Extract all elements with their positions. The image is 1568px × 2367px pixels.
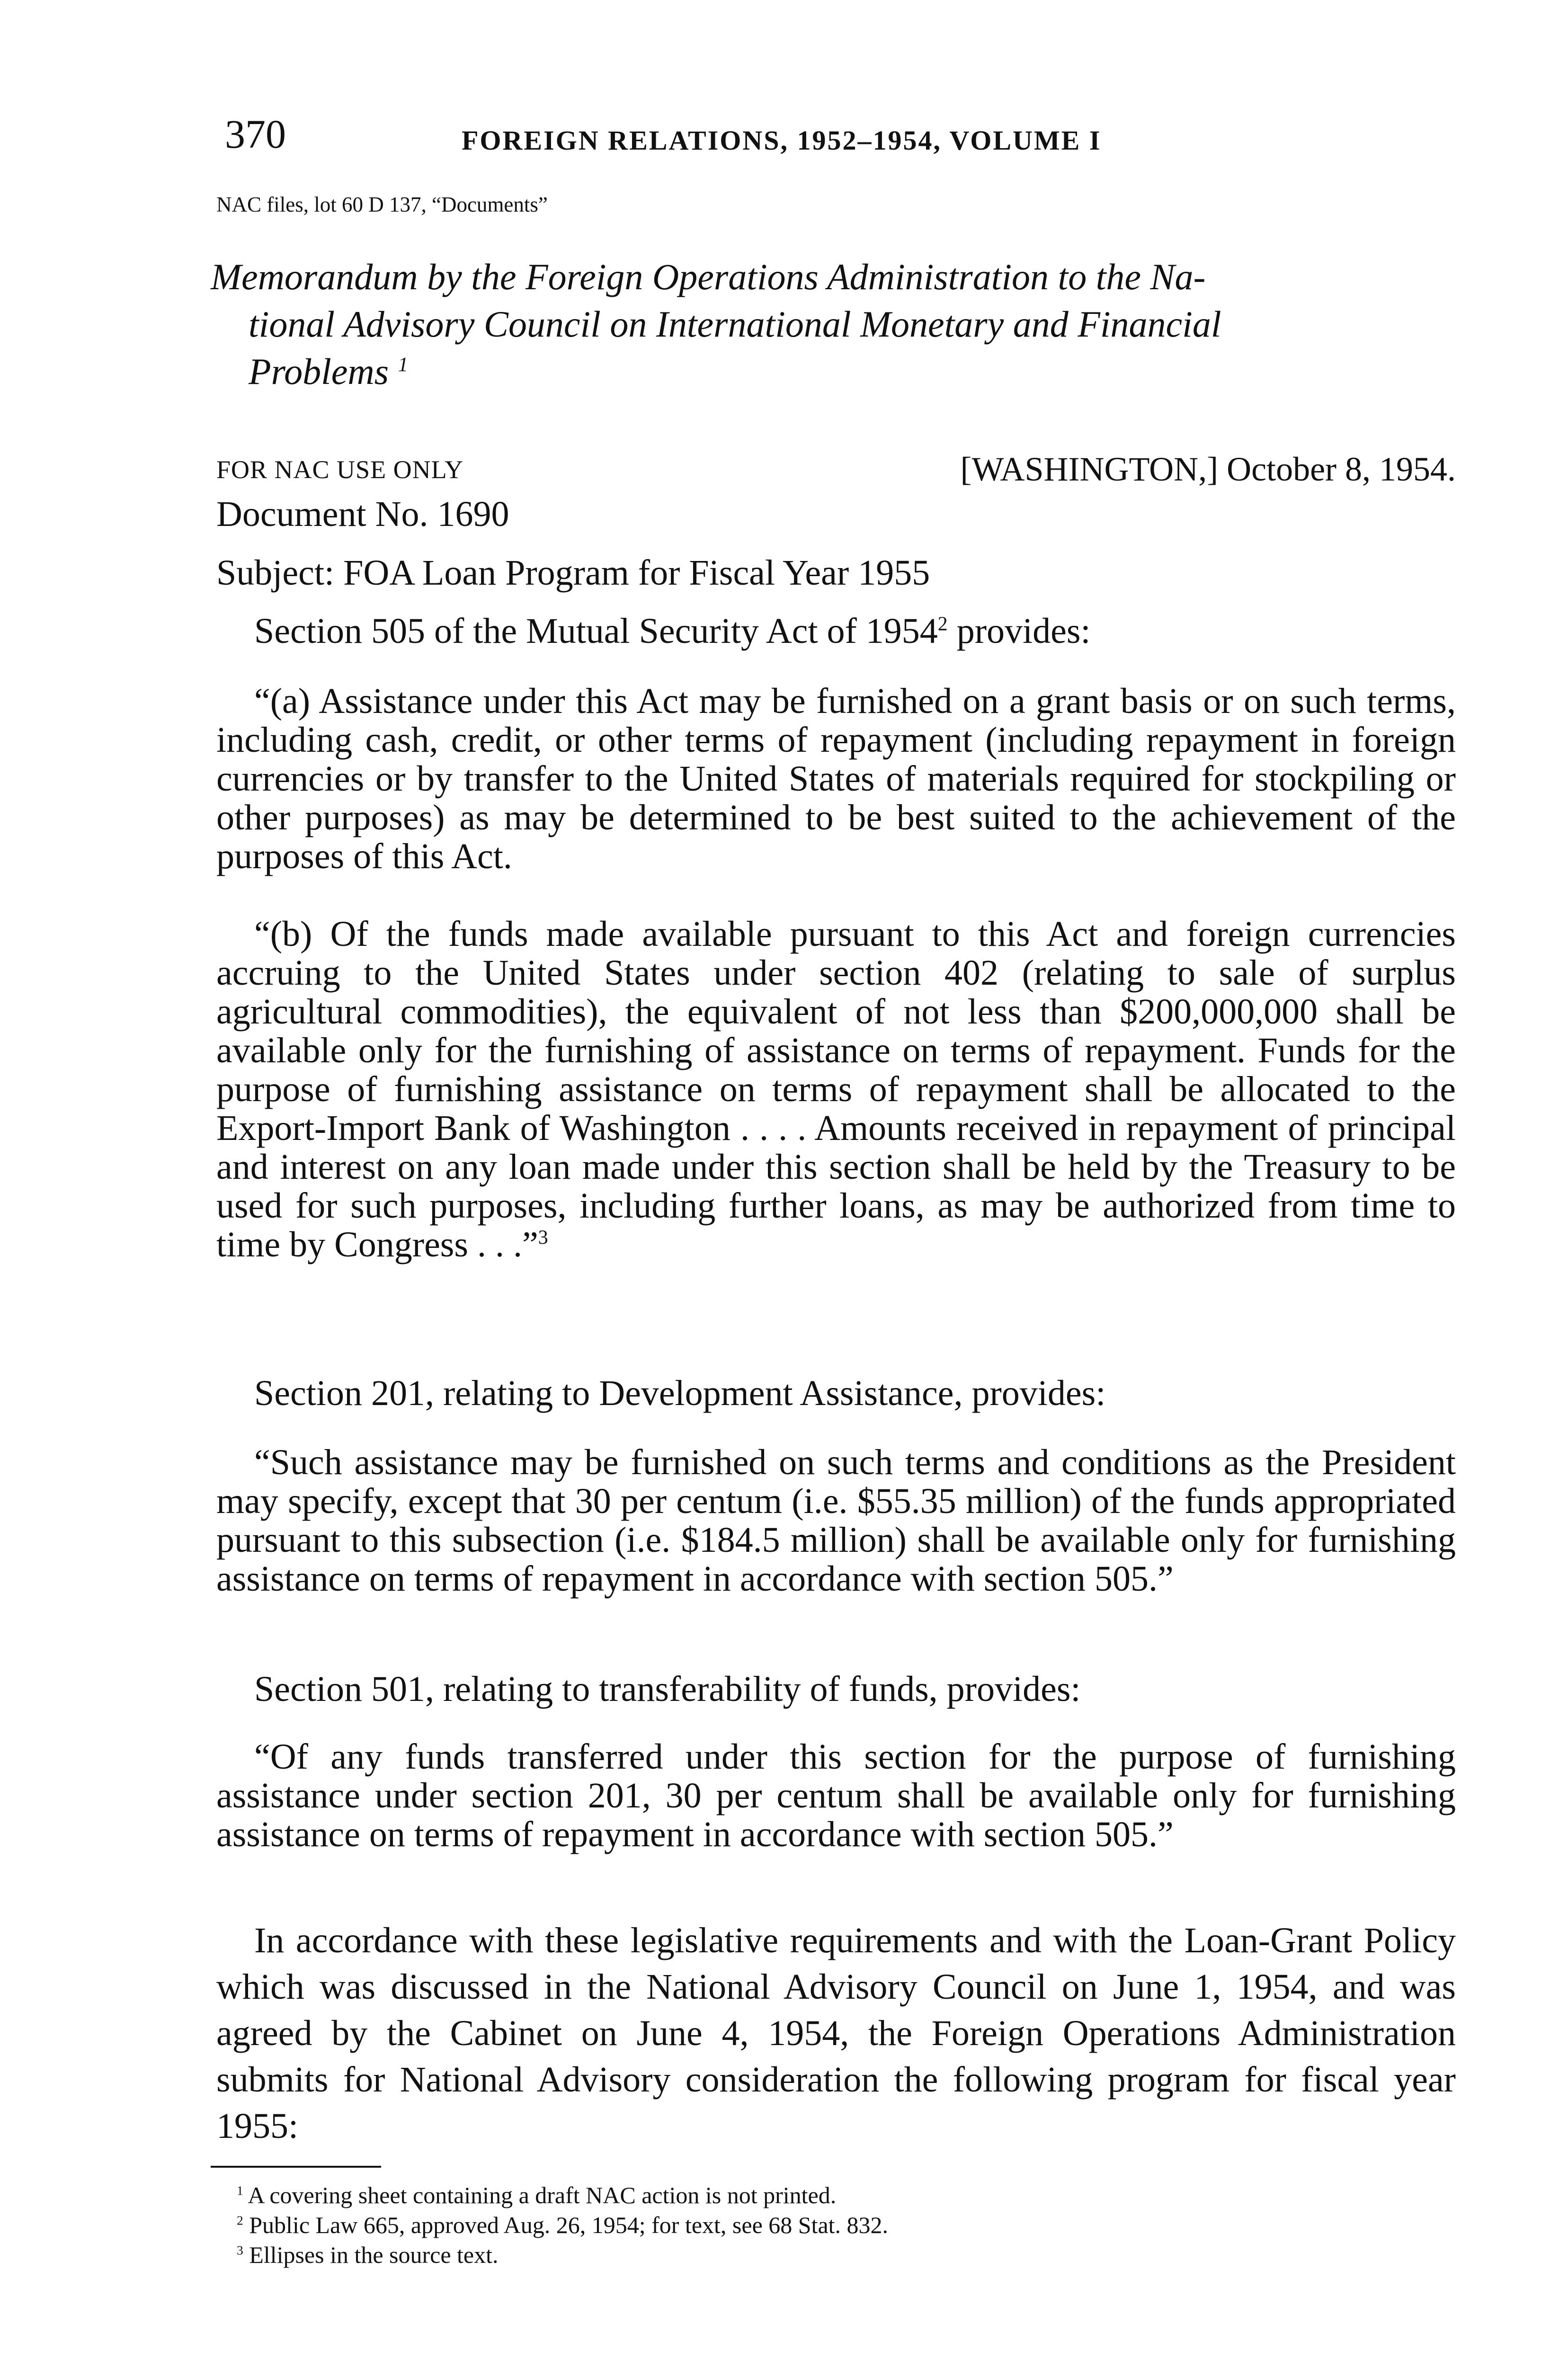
title-line-1: Memorandum by the Foreign Operations Administration to the Na- xyxy=(211,256,1206,297)
page-number: 370 xyxy=(225,111,286,157)
quote-section-505-b xyxy=(216,915,1456,1264)
document-page xyxy=(211,0,1456,2367)
section-505-intro-end: provides: xyxy=(947,611,1091,651)
quote-section-501: “Of any funds transferred under this section for the purpose of furnishing assistance under section 201, 30 per centum shall be available only for furnishing assistance on terms of repayment in accordance with section 505.” xyxy=(216,1737,1456,1854)
title-line-2: tional Advisory Council on International Monetary and Financial xyxy=(249,303,1221,345)
document-number: Document No. 1690 xyxy=(216,494,509,534)
footnote-3-number: 3 xyxy=(237,2242,243,2258)
section-501-intro: Section 501, relating to transferability of funds, provides: xyxy=(254,1669,1081,1709)
title-line-3 xyxy=(211,348,1456,395)
footnote-2-text: Public Law 665, approved Aug. 26, 1954; for text, see 68 Stat. 832. xyxy=(249,2212,889,2238)
section-505-intro-text: Section 505 of the Mutual Security Act of 1954 xyxy=(254,611,938,651)
quote-section-505-b-text: “(b) Of the funds made available pursuant to this Act and foreign currencies accruing to the United States under section 402 (relating to sale of surplus agricultural commodities), the equivalent of not less than $200,000,000 shall be available only for the furnishing of assistance on terms of repayment. Funds for the purpose of furnishing assistance on terms of repayment shall be allocated to the Export-Import Bank of Washington . . . . Amounts received in repayment of principal and interest on any loan made under this section shall be held by the Treasury to be used for such purposes, including further loans, as may be authorized from time to time by Congress . . .” xyxy=(216,914,1456,1264)
footnote-2-number: 2 xyxy=(237,2213,243,2228)
section-505-intro xyxy=(216,613,1456,649)
footnote-divider xyxy=(211,2166,381,2168)
quote-section-505-a: “(a) Assistance under this Act may be furnished on a grant basis or on such terms, including cash, credit, or other terms of repayment (including repayment in foreign currencies or by transfer to the United States of materials required for stockpiling or other purposes) as may be determined to be best suited to the achievement of the purposes of this Act. xyxy=(216,681,1456,876)
closing-paragraph: In accordance with these legislative requirements and with the Loan-Grant Policy which was discussed in the National Advisory Council on June 1, 1954, and was agreed by the Cabinet on June 4, 1954, the Foreign Operations Administration submits for National Advisory consideration the following program for fiscal year 1955: xyxy=(216,1921,1456,2146)
footnote-1-number: 1 xyxy=(237,2183,243,2198)
classification-marking: FOR NAC USE ONLY xyxy=(216,455,464,484)
footnote-1 xyxy=(237,2183,836,2207)
title-line-3-text: Problems xyxy=(249,351,389,392)
footnote-ref-2: 2 xyxy=(937,613,948,635)
footnote-2 xyxy=(237,2213,888,2237)
quote-section-201: “Such assistance may be furnished on such terms and conditions as the President may specify, except that 30 per centum (i.e. $55.35 million) of the funds appropriated pursuant to this subsection (i.e. $184.5 million) shall be available only for furnishing assistance on terms of repayment in accordance with section 505.” xyxy=(216,1442,1456,1599)
footnote-3-text: Ellipses in the source text. xyxy=(249,2242,499,2268)
footnote-1-text: A covering sheet containing a draft NAC action is not printed. xyxy=(248,2182,837,2208)
footnote-ref-1: 1 xyxy=(398,354,409,376)
running-head: FOREIGN RELATIONS, 1952–1954, VOLUME I xyxy=(462,125,1102,156)
section-201-intro: Section 201, relating to Development Assistance, provides: xyxy=(254,1373,1106,1413)
document-title xyxy=(211,253,1456,395)
footnote-ref-3: 3 xyxy=(538,1227,548,1249)
subject-line: Subject: FOA Loan Program for Fiscal Year 1955 xyxy=(216,553,930,593)
dateline: [WASHINGTON,] October 8, 1954. xyxy=(960,450,1456,488)
source-note: NAC files, lot 60 D 137, “Documents” xyxy=(216,193,548,216)
footnote-3 xyxy=(237,2243,499,2267)
